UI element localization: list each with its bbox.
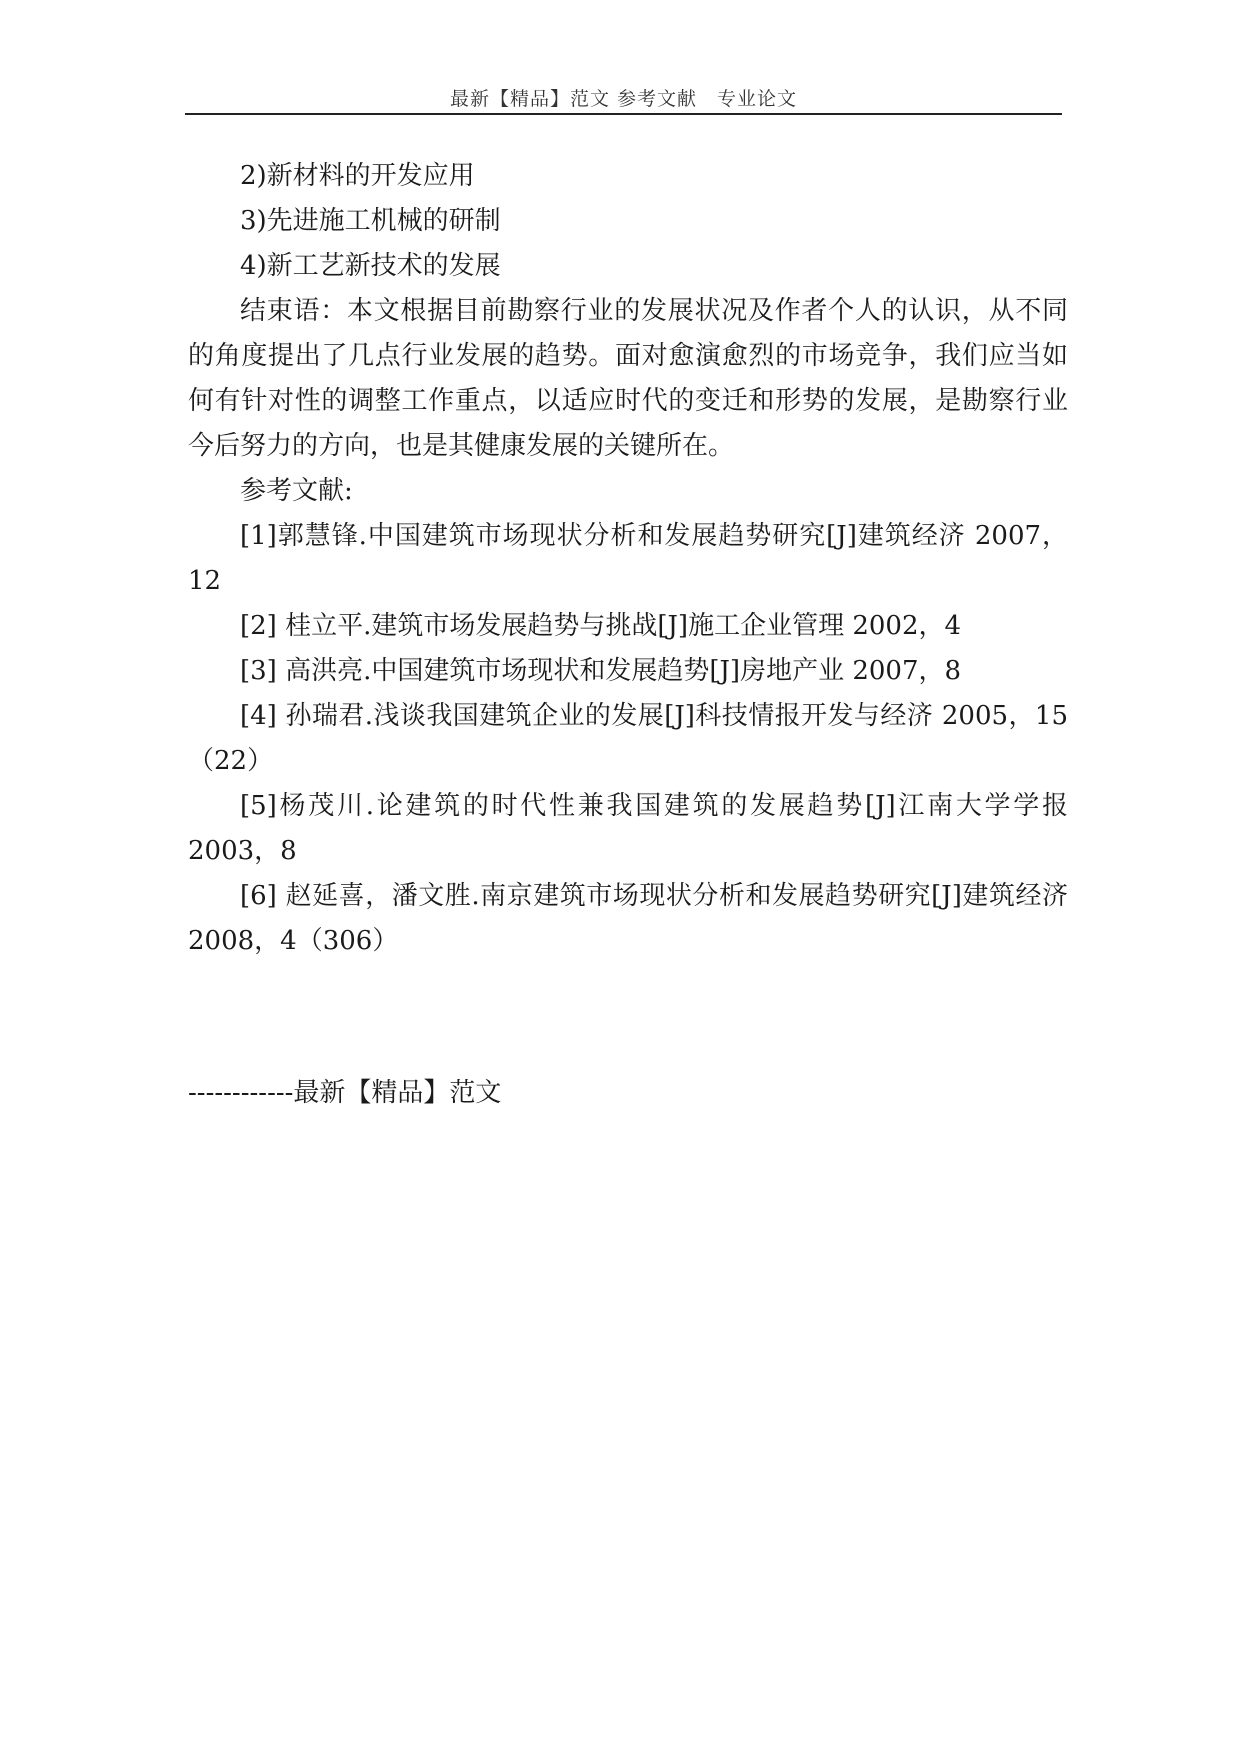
conclusion-paragraph: 结束语：本文根据目前勘察行业的发展状况及作者个人的认识，从不同的角度提出了几点行业发展的趋势。面对愈演愈烈的市场竞争，我们应当如何有针对性的调整工作重点，以适应时代的变迁和形势的发展，是勘察行业今后努力的方向，也是其健康发展的关键所在。	[188, 296, 1068, 461]
document-body	[188, 154, 1068, 964]
reference-4: [4] 孙瑞君.浅谈我国建筑企业的发展[J]科技情报开发与经济 2005，15（22）	[188, 701, 1068, 776]
references-heading: 参考文献:	[240, 476, 353, 506]
reference-5: [5]杨茂川.论建筑的时代性兼我国建筑的发展趋势[J]江南大学学报 2003，8	[188, 791, 1068, 866]
reference-3: [3] 高洪亮.中国建筑市场现状和发展趋势[J]房地产业 2007，8	[240, 656, 962, 686]
list-item-3: 3)先进施工机械的研制	[240, 206, 501, 236]
reference-6: [6] 赵延喜，潘文胜.南京建筑市场现状分析和发展趋势研究[J]建筑经济 2008，4（306）	[188, 881, 1068, 956]
header-divider	[185, 113, 1062, 115]
list-item-4: 4)新工艺新技术的发展	[240, 251, 501, 281]
list-item-2: 2)新材料的开发应用	[240, 161, 475, 191]
page-header: 最新【精品】范文 参考文献 专业论文	[449, 88, 798, 110]
reference-2: [2] 桂立平.建筑市场发展趋势与挑战[J]施工企业管理 2002，4	[240, 611, 962, 641]
page-footer: ------------最新【精品】范文	[188, 1078, 502, 1108]
reference-1: [1]郭慧锋.中国建筑市场现状分析和发展趋势研究[J]建筑经济 2007，12	[188, 521, 1068, 596]
